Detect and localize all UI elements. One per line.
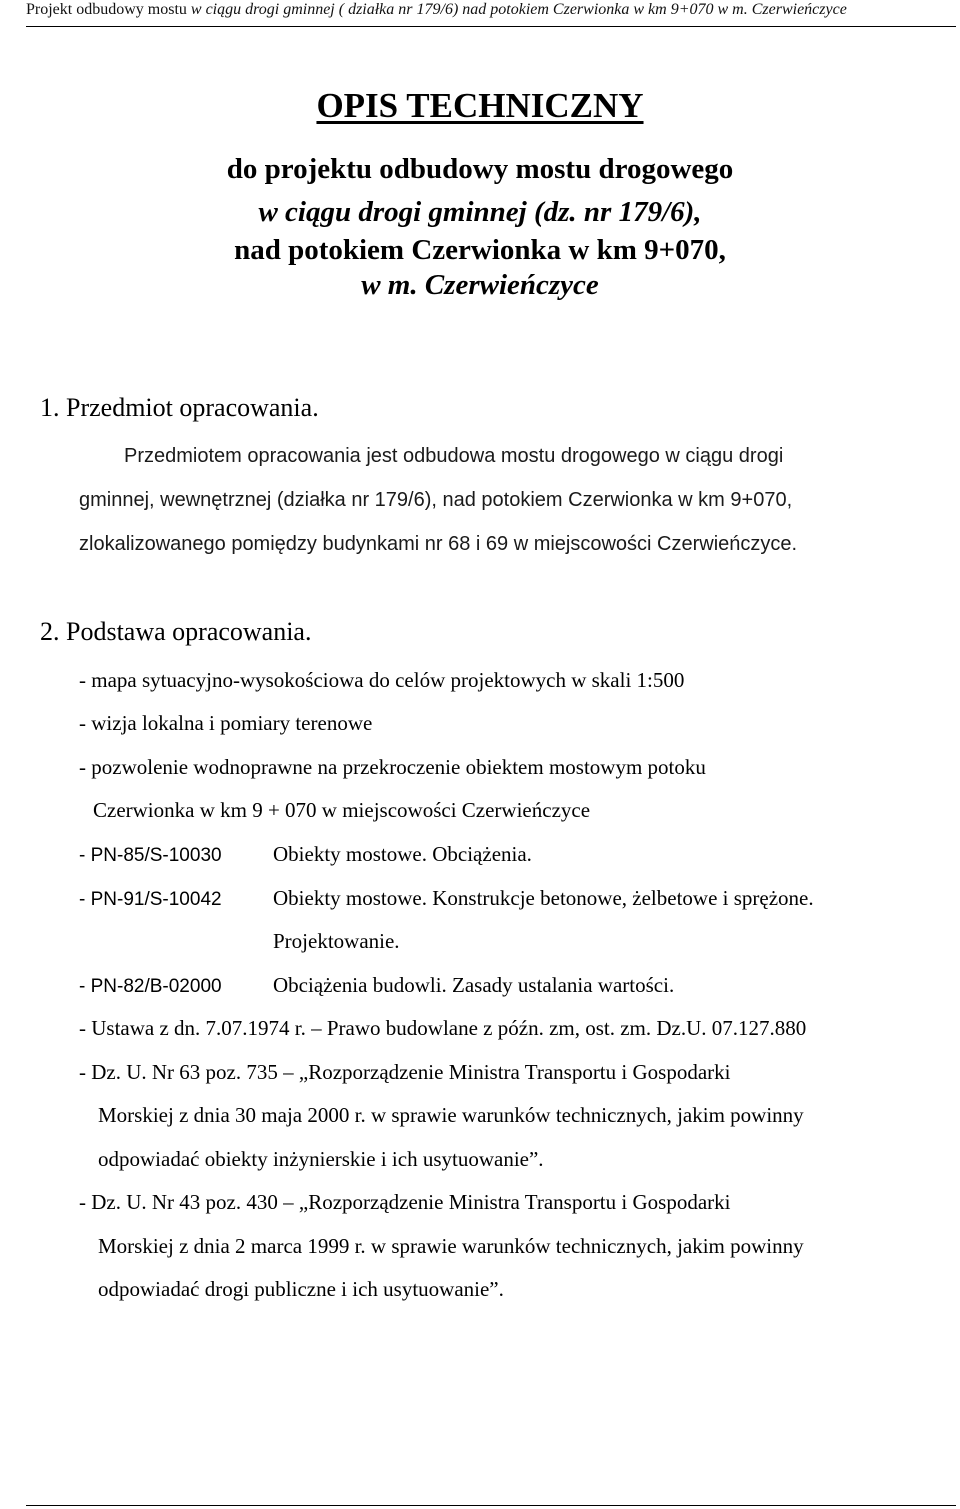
subtitle-line-3: nad potokiem Czerwionka w km 9+070,	[234, 234, 726, 266]
section-1-heading: 1. Przedmiot opracowania.	[40, 393, 319, 422]
running-header-italic: w ciągu drogi gminnej ( działka nr 179/6) nad potokiem Czerwionka w km 9+070 w m. Czerwieńczyce	[190, 1, 847, 18]
basis-item-pn-82-text: Obciążenia budowli. Zasady ustalania wartości.	[273, 973, 675, 997]
basis-item-regulation-2000-cont-2: odpowiadać obiekty inżynierskie i ich usytuowanie”.	[98, 1147, 544, 1171]
basis-item-pn-91-text: Obiekty mostowe. Konstrukcje betonowe, żelbetowe i sprężone.	[273, 886, 814, 910]
basis-item-regulation-1999: - Dz. U. Nr 43 poz. 430 – „Rozporządzenie Ministra Transportu i Gospodarki	[79, 1190, 731, 1214]
section-1-line-3: zlokalizowanego pomiędzy budynkami nr 68 i 69 w miejscowości Czerwieńczyce.	[79, 533, 798, 555]
subtitle-line-4: w m. Czerwieńczyce	[361, 269, 599, 301]
running-header-prefix: Projekt odbudowy mostu	[26, 1, 191, 18]
standard-code: - PN-82/B-02000	[79, 976, 222, 997]
subtitle-line-1: do projektu odbudowy mostu drogowego	[226, 153, 734, 185]
header-divider	[26, 26, 956, 27]
basis-item-regulation-2000: - Dz. U. Nr 63 poz. 735 – „Rozporządzenie Ministra Transportu i Gospodarki	[79, 1060, 731, 1084]
basis-item-pn-91-cont: Projektowanie.	[273, 929, 400, 953]
basis-item-regulation-2000-cont-1: Morskiej z dnia 30 maja 2000 r. w sprawie warunków technicznych, jakim powinny	[98, 1103, 804, 1127]
standard-code: - PN-85/S-10030	[79, 845, 222, 866]
document-title	[0, 86, 960, 126]
basis-item-pn-91	[79, 886, 222, 912]
section-1-line-2: gminnej, wewnętrznej (działka nr 179/6), nad potokiem Czerwionka w km 9+070,	[79, 489, 793, 511]
basis-item-pn-85-text: Obiekty mostowe. Obciążenia.	[273, 842, 532, 866]
basis-item-map: - mapa sytuacyjno-wysokościowa do celów projektowych w skali 1:500	[79, 668, 685, 692]
basis-item-pn-85	[79, 842, 222, 868]
running-header	[26, 0, 956, 20]
subtitle-line-2: w ciągu drogi gminnej (dz. nr 179/6),	[258, 196, 702, 228]
basis-item-water-permit-cont: Czerwionka w km 9 + 070 w miejscowości Czerwieńczyce	[93, 798, 591, 822]
standard-code: - PN-91/S-10042	[79, 889, 222, 910]
section-1-line-1: Przedmiotem opracowania jest odbudowa mostu drogowego w ciągu drogi	[124, 445, 784, 467]
basis-item-site-visit: - wizja lokalna i pomiary terenowe	[79, 711, 373, 735]
document-title-text: OPIS TECHNICZNY	[316, 86, 644, 125]
basis-item-water-permit: - pozwolenie wodnoprawne na przekroczenie obiektem mostowym potoku	[79, 755, 706, 779]
section-2-heading: 2. Podstawa opracowania.	[40, 617, 312, 646]
basis-item-regulation-1999-cont-1: Morskiej z dnia 2 marca 1999 r. w sprawie warunków technicznych, jakim powinny	[98, 1234, 804, 1258]
footer-divider	[26, 1505, 956, 1506]
basis-item-building-law: - Ustawa z dn. 7.07.1974 r. – Prawo budowlane z późn. zm, ost. zm. Dz.U. 07.127.880	[79, 1016, 807, 1040]
basis-item-regulation-1999-cont-2: odpowiadać drogi publiczne i ich usytuowanie”.	[98, 1277, 504, 1301]
basis-item-pn-82	[79, 973, 222, 999]
